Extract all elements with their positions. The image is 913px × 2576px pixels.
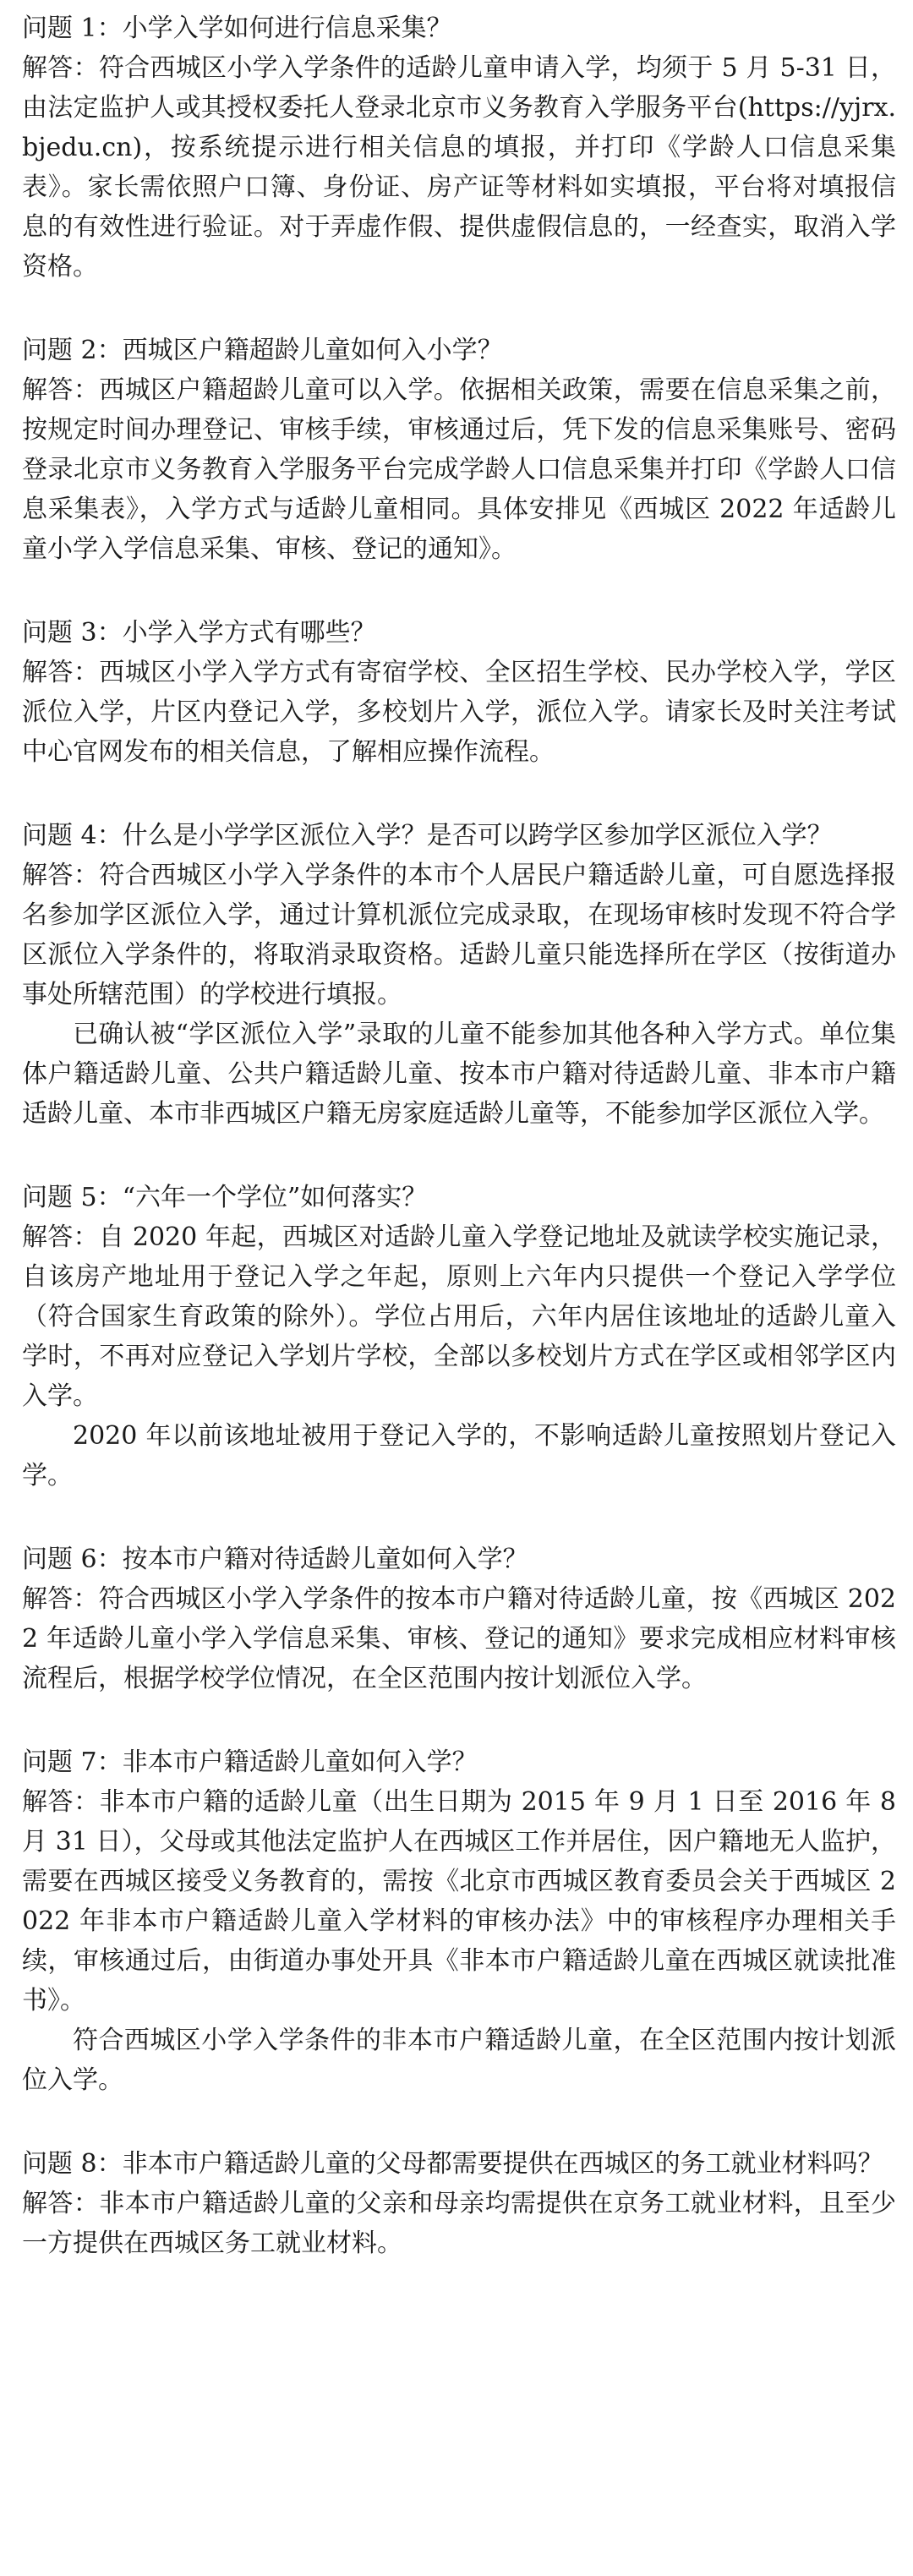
answer-8: 解答：非本市户籍适龄儿童的父亲和母亲均需提供在京务工就业材料，且至少一方提供在西城区务工就业材料。 [22, 2189, 896, 2258]
question-4: 问题 4：什么是小学学区派位入学？是否可以跨学区参加学区派位入学？ [22, 821, 833, 850]
answer-7: 解答：非本市户籍的适龄儿童（出生日期为 2015 年 9 月 1 日至 2016 年 8 月 31 日），父母或其他法定监护人在西城区工作并居住，因户籍地无人监护，需要在西城区接受义务教育的，需按《北京市西城区教育委员会关于西城区 2022 年非本市户籍适龄儿童入学材料的审核办法》中的审核程序办理相关手续，审核通过后，由街道办事处开具《非本市户籍适龄儿童在西城区就读批准书》。 [22, 1787, 896, 2015]
qa-item-1 [22, 8, 896, 287]
qa-item-5 [22, 1178, 896, 1496]
answer-4-paragraph-2: 已确认被“学区派位入学”录取的儿童不能参加其他各种入学方式。单位集体户籍适龄儿童、公共户籍适龄儿童、按本市户籍对待适龄儿童、非本市户籍适龄儿童、本市非西城区户籍无房家庭适龄儿童等，不能参加学区派位入学。 [22, 1020, 896, 1129]
qa-item-3 [22, 613, 896, 772]
question-7: 问题 7：非本市户籍适龄儿童如何入学？ [22, 1747, 478, 1777]
qa-item-8 [22, 2144, 896, 2263]
question-5: 问题 5：“六年一个学位”如何落实？ [22, 1183, 428, 1212]
answer-4: 解答：符合西城区小学入学条件的本市个人居民户籍适龄儿童，可自愿选择报名参加学区派位入学，通过计算机派位完成录取，在现场审核时发现不符合学区派位入学条件的，将取消录取资格。适龄儿童只能选择所在学区（按街道办事处所辖范围）的学校进行填报。 [22, 861, 896, 1009]
answer-6: 解答：符合西城区小学入学条件的按本市户籍对待适龄儿童，按《西城区 2022 年适龄儿童小学入学信息采集、审核、登记的通知》要求完成相应材料审核流程后，根据学校学位情况，在全区范围内按计划派位入学。 [22, 1584, 896, 1693]
qa-item-7 [22, 1742, 896, 2100]
answer-3: 解答：西城区小学入学方式有寄宿学校、全区招生学校、民办学校入学，学区派位入学，片区内登记入学，多校划片入学，派位入学。请家长及时关注考试中心官网发布的相关信息，了解相应操作流程。 [22, 658, 896, 767]
question-8: 问题 8：非本市户籍适龄儿童的父母都需要提供在西城区的务工就业材料吗？ [22, 2149, 883, 2179]
answer-2: 解答：西城区户籍超龄儿童可以入学。依据相关政策，需要在信息采集之前，按规定时间办理登记、审核手续，审核通过后，凭下发的信息采集账号、密码登录北京市义务教育入学服务平台完成学龄人口信息采集并打印《学龄人口信息采集表》，入学方式与适龄儿童相同。具体安排见《西城区 2022 年适龄儿童小学入学信息采集、审核、登记的通知》。 [22, 375, 896, 564]
question-2: 问题 2：西城区户籍超龄儿童如何入小学？ [22, 336, 503, 365]
qa-item-6 [22, 1540, 896, 1698]
answer-5-paragraph-2: 2020 年以前该地址被用于登记入学的，不影响适龄儿童按照划片登记入学。 [22, 1421, 896, 1490]
answer-7-paragraph-2: 符合西城区小学入学条件的非本市户籍适龄儿童，在全区范围内按计划派位入学。 [22, 2026, 896, 2095]
qa-item-4 [22, 816, 896, 1134]
answer-5: 解答：自 2020 年起，西城区对适龄儿童入学登记地址及就读学校实施记录，自该房产地址用于登记入学之年起，原则上六年内只提供一个登记入学学位（符合国家生育政策的除外）。学位占用后，六年内居住该地址的适龄儿童入学时，不再对应登记入学划片学校，全部以多校划片方式在学区或相邻学区内入学。 [22, 1222, 896, 1411]
question-1: 问题 1：小学入学如何进行信息采集？ [22, 14, 452, 43]
question-3: 问题 3：小学入学方式有哪些？ [22, 618, 376, 648]
answer-1: 解答：符合西城区小学入学条件的适龄儿童申请入学，均须于 5 月 5-31 日，由法定监护人或其授权委托人登录北京市义务教育入学服务平台(https://yjrx.bjedu.cn)，按系统提示进行相关信息的填报，并打印《学龄人口信息采集表》。家长需依照户口簿、身份证、房产证等材料如实填报，平台将对填报信息的有效性进行验证。对于弄虚作假、提供虚假信息的，一经查实，取消入学资格。 [22, 53, 896, 282]
question-6: 问题 6：按本市户籍对待适龄儿童如何入学？ [22, 1545, 528, 1574]
qa-item-2 [22, 331, 896, 569]
